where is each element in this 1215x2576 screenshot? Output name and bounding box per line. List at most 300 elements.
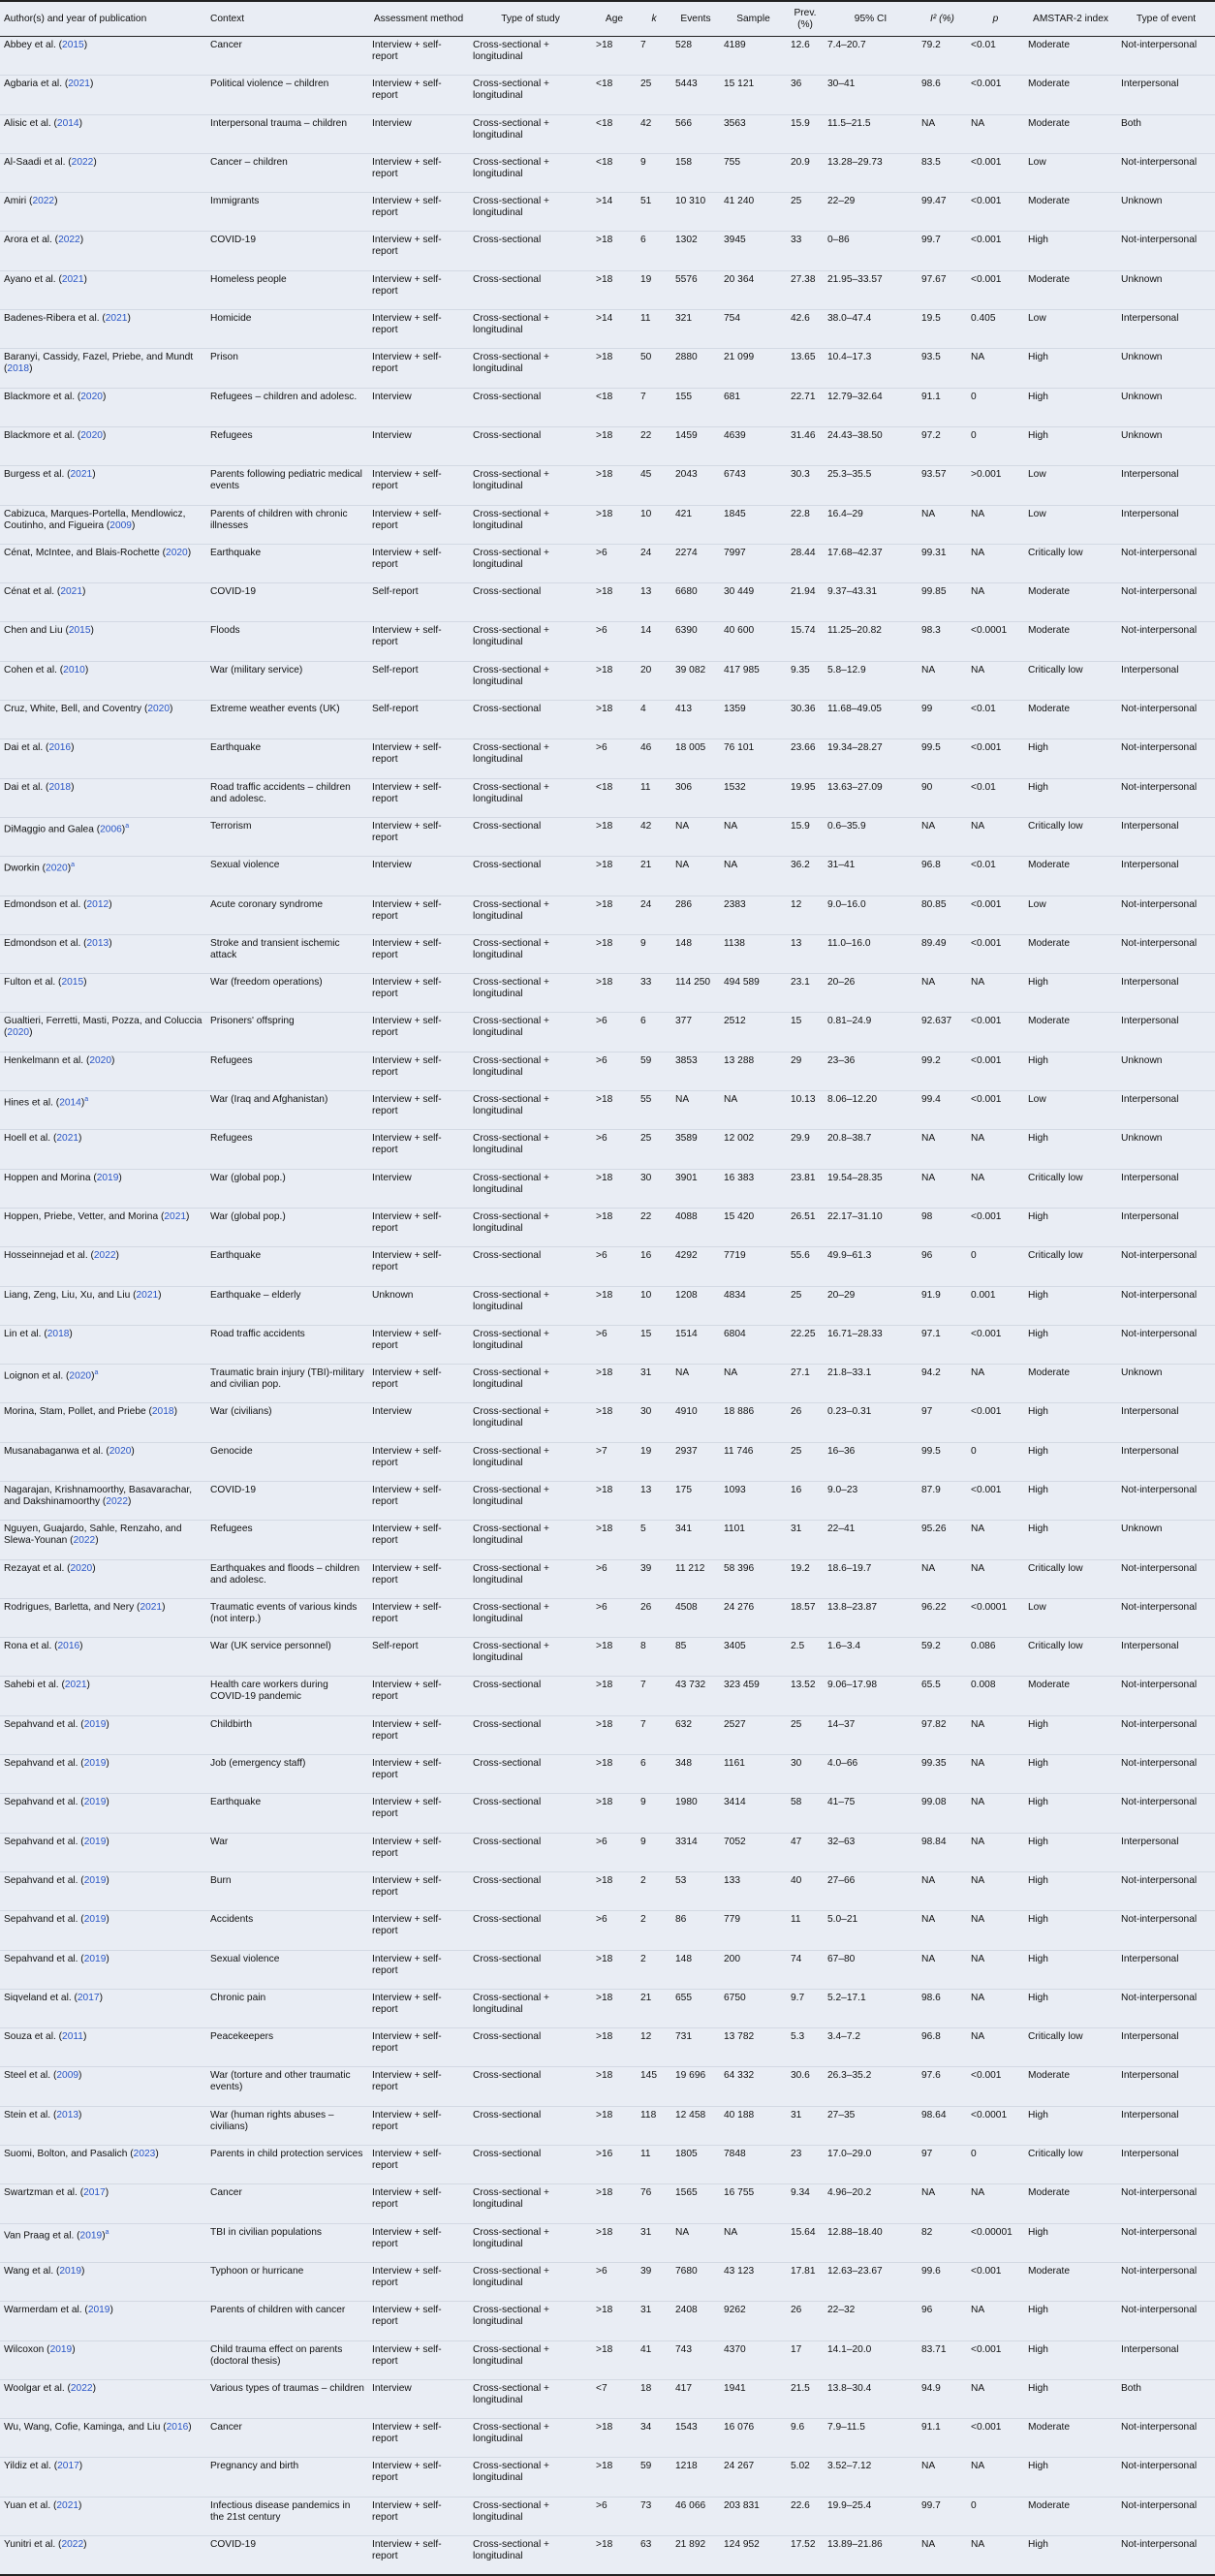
p-cell: NA	[971, 1992, 985, 2003]
citation-year-link[interactable]: 2021	[105, 313, 128, 325]
study-type-cell: Cross-sectional + longitudinal	[473, 2187, 549, 2211]
prev-cell: 13	[791, 937, 802, 949]
event-type-cell: Interpersonal	[1121, 2109, 1179, 2120]
context-cell: Sexual violence	[210, 860, 280, 871]
amstar-cell: High	[1028, 352, 1048, 363]
p-cell: NA	[971, 664, 985, 675]
sample-cell: 7719	[724, 1250, 746, 1262]
citation-year-link[interactable]: 2017	[57, 2461, 79, 2472]
author-text: Edmondson et al. (	[4, 898, 87, 910]
author-suffix: )	[79, 1641, 83, 1652]
citation-year-link[interactable]: 2018	[48, 781, 72, 793]
author-suffix: )	[86, 1680, 90, 1691]
i2-cell: 99	[921, 704, 933, 715]
citation-year-link[interactable]: 2022	[71, 156, 94, 168]
citation-year-link[interactable]: 2021	[61, 273, 84, 285]
k-cell: 20	[640, 664, 652, 675]
table-row	[0, 1208, 1215, 1246]
context-cell: Parents in child protection services	[210, 2149, 363, 2160]
study-type-cell: Cross-sectional + longitudinal	[473, 2382, 549, 2405]
author-cell	[0, 1521, 206, 1559]
citation-year-link[interactable]: 2020	[46, 863, 68, 874]
age-cell: <18	[596, 117, 613, 129]
citation-year-link[interactable]: 2022	[70, 2382, 93, 2394]
table-row	[0, 1052, 1215, 1090]
p-cell: <0.001	[971, 156, 1002, 168]
k-cell: 25	[640, 1133, 652, 1145]
citation-year-link[interactable]: 2019	[83, 1797, 107, 1808]
event-type-cell: Not-interpersonal	[1121, 2305, 1198, 2316]
study-type-cell: Cross-sectional + longitudinal	[473, 2265, 549, 2288]
event-type-cell: Interpersonal	[1121, 313, 1179, 325]
sample-cell: 7997	[724, 547, 746, 558]
sample-cell: 13 782	[724, 2031, 755, 2043]
age-cell: >6	[596, 2499, 608, 2511]
prev-cell: 9.35	[791, 664, 810, 675]
author-suffix: )	[109, 937, 112, 949]
citation-year-link[interactable]: 2013	[86, 937, 109, 949]
age-cell: >18	[596, 977, 613, 989]
p-cell: NA	[971, 820, 985, 832]
author-suffix: )	[69, 1328, 73, 1339]
events-cell: 4088	[675, 1210, 698, 1222]
amstar-cell: High	[1028, 2343, 1048, 2355]
k-cell: 12	[640, 2031, 652, 2043]
table-row	[0, 1130, 1215, 1169]
sample-cell: 24 267	[724, 2461, 755, 2472]
citation-year-link[interactable]: 2021	[56, 1133, 79, 1145]
amstar-cell: High	[1028, 977, 1048, 989]
author-text: Sepahvand et al. (	[4, 1836, 84, 1847]
events-cell: NA	[675, 860, 690, 871]
author-text: Hoppen, Priebe, Vetter, and Morina (	[4, 1210, 165, 1222]
author-suffix: )	[106, 1797, 109, 1808]
table-row	[0, 2184, 1215, 2223]
footnote-marker: a	[105, 2228, 109, 2236]
author-cell	[0, 466, 206, 505]
table-row	[0, 466, 1215, 505]
amstar-cell: High	[1028, 1953, 1048, 1964]
author-suffix: )	[109, 2305, 113, 2316]
author-cell	[0, 310, 206, 349]
citation-year-link[interactable]: 2019	[83, 1874, 107, 1886]
study-type-cell: Cross-sectional + longitudinal	[473, 937, 549, 960]
sample-cell: 4189	[724, 40, 746, 50]
events-cell: 743	[675, 2343, 692, 2355]
k-cell: 4	[640, 704, 646, 715]
amstar-cell: Low	[1028, 313, 1046, 325]
citation-year-link[interactable]: 2015	[61, 977, 84, 989]
citation-year-link[interactable]: 2023	[133, 2149, 156, 2160]
author-text: Cénat et al. (	[4, 586, 61, 598]
i2-cell: 93.57	[921, 469, 947, 481]
p-cell: <0.001	[971, 1094, 1002, 1106]
citation-year-link[interactable]: 2016	[48, 742, 72, 754]
table-row	[0, 2379, 1215, 2418]
event-type-cell: Not-interpersonal	[1121, 235, 1198, 246]
i2-cell: 99.5	[921, 1445, 941, 1457]
amstar-cell: High	[1028, 1836, 1048, 1847]
table-row	[0, 778, 1215, 817]
author-suffix: )	[89, 79, 94, 90]
citation-year-link[interactable]: 2019	[83, 1914, 107, 1926]
method-cell: Interview + self-report	[372, 273, 442, 297]
prev-cell: 10.13	[791, 1094, 816, 1106]
prev-cell: 23.1	[791, 977, 810, 989]
ci-cell: 41–75	[827, 1797, 856, 1808]
amstar-cell: Low	[1028, 469, 1046, 481]
author-cell	[0, 544, 206, 582]
citation-year-link[interactable]: 2017	[83, 2187, 106, 2199]
event-type-cell: Not-interpersonal	[1121, 937, 1198, 949]
citation-year-link[interactable]: 2015	[68, 625, 91, 637]
amstar-cell: Low	[1028, 898, 1046, 910]
citation-year-link[interactable]: 2021	[68, 79, 90, 90]
p-cell: <0.00001	[971, 2226, 1012, 2238]
study-type-cell: Cross-sectional	[473, 586, 542, 598]
citation-year-link[interactable]: 2016	[57, 1641, 80, 1652]
sample-cell: 3563	[724, 117, 746, 129]
author-cell	[0, 1989, 206, 2027]
age-cell: >18	[596, 508, 613, 519]
context-cell: Child trauma effect on parents (doctoral thesis)	[210, 2343, 343, 2367]
context-cell: Prisoners' offspring	[210, 1016, 295, 1027]
event-type-cell: Not-interpersonal	[1121, 2265, 1198, 2277]
author-cell	[0, 349, 206, 388]
author-cell	[0, 934, 206, 973]
prev-cell: 13.52	[791, 1680, 816, 1691]
ci-cell: 9.0–23	[827, 1484, 858, 1495]
ci-cell: 3.4–7.2	[827, 2031, 860, 2043]
k-cell: 9	[640, 156, 646, 168]
citation-year-link[interactable]: 2016	[166, 2422, 189, 2434]
p-cell: <0.001	[971, 273, 1002, 285]
sample-cell: 64 332	[724, 2070, 755, 2082]
citation-year-link[interactable]: 2017	[77, 1992, 100, 2003]
author-text: Sepahvand et al. (	[4, 1914, 84, 1926]
author-suffix: )	[78, 1133, 82, 1145]
table-row	[0, 114, 1215, 153]
age-cell: >6	[596, 1836, 608, 1847]
citation-year-link[interactable]: 2021	[164, 1210, 187, 1222]
citation-year-link[interactable]: 2010	[63, 664, 85, 675]
citation-year-link[interactable]: 2022	[73, 1535, 96, 1547]
citation-year-link[interactable]: 2020	[7, 1027, 30, 1039]
i2-cell: NA	[921, 1953, 936, 1964]
sample-cell: 13 288	[724, 1054, 755, 1066]
age-cell: >18	[596, 2539, 613, 2550]
age-cell: <18	[596, 391, 613, 402]
citation-year-link[interactable]: 2018	[7, 363, 30, 375]
method-cell: Interview	[372, 1406, 412, 1418]
citation-year-link[interactable]: 2020	[166, 547, 188, 558]
citation-year-link[interactable]: 2021	[60, 586, 82, 598]
citation-year-link[interactable]: 2011	[62, 2031, 83, 2043]
amstar-cell: Low	[1028, 1094, 1046, 1106]
citation-year-link[interactable]: 2019	[49, 2343, 73, 2355]
citation-year-link[interactable]: 2009	[56, 2070, 79, 2082]
citation-year-link[interactable]: 2020	[147, 704, 171, 715]
method-cell: Interview + self-report	[372, 2226, 442, 2249]
author-text: Nagarajan, Krishnamoorthy, Basavarachar, and Dakshinamoorthy (	[4, 1484, 193, 1507]
k-cell: 10	[640, 1289, 652, 1301]
age-cell: >6	[596, 1250, 608, 1262]
method-cell: Interview + self-report	[372, 898, 442, 922]
prev-cell: 2.5	[791, 1641, 805, 1652]
citation-year-link[interactable]: 2006	[100, 824, 122, 835]
author-suffix: )	[92, 1562, 96, 1574]
author-text: Arora et al. (	[4, 235, 59, 246]
age-cell: >18	[596, 352, 613, 363]
events-cell: 3853	[675, 1054, 698, 1066]
p-cell: NA	[971, 1758, 985, 1770]
p-cell: 0	[971, 2149, 977, 2160]
k-cell: 9	[640, 1797, 646, 1808]
k-cell: 13	[640, 1484, 652, 1495]
table-row	[0, 2106, 1215, 2145]
k-cell: 19	[640, 273, 652, 285]
author-suffix: )	[78, 2070, 82, 2082]
method-cell: Self-report	[372, 704, 419, 715]
citation-year-link[interactable]: 2020	[89, 1054, 112, 1066]
method-cell: Interview + self-report	[372, 937, 442, 960]
study-type-cell: Cross-sectional + longitudinal	[473, 781, 549, 804]
study-type-cell: Cross-sectional + longitudinal	[473, 1289, 549, 1312]
author-suffix: )	[83, 40, 88, 50]
i2-cell: 97	[921, 2149, 933, 2160]
i2-cell: 79.2	[921, 40, 941, 50]
citation-year-link[interactable]: 2020	[109, 1445, 132, 1457]
table-row	[0, 1013, 1215, 1052]
p-cell: <0.001	[971, 2343, 1002, 2355]
citation-year-link[interactable]: 2021	[140, 1601, 163, 1613]
method-cell: Interview + self-report	[372, 196, 442, 219]
sample-cell: 12 002	[724, 1133, 755, 1145]
amstar-cell: Moderate	[1028, 196, 1071, 207]
citation-year-link[interactable]: 2015	[62, 40, 84, 50]
age-cell: >18	[596, 2070, 613, 2082]
k-cell: 11	[640, 781, 651, 793]
amstar-cell: Moderate	[1028, 937, 1071, 949]
citation-year-link[interactable]: 2020	[80, 391, 103, 402]
ci-cell: 9.06–17.98	[827, 1680, 877, 1691]
method-cell: Interview	[372, 1172, 412, 1183]
author-suffix: )	[186, 1210, 190, 1222]
citation-year-link[interactable]: 2020	[80, 429, 103, 441]
author-cell	[0, 426, 206, 465]
citation-year-link[interactable]: 2018	[151, 1406, 174, 1418]
i2-cell: 80.85	[921, 898, 947, 910]
prev-cell: 23	[791, 2149, 802, 2160]
author-text: Warmerdam et al. (	[4, 2305, 88, 2316]
events-cell: 377	[675, 1016, 692, 1027]
author-cell	[0, 2340, 206, 2379]
prev-cell: 15.64	[791, 2226, 816, 2238]
event-type-cell: Interpersonal	[1121, 1641, 1179, 1652]
amstar-cell: High	[1028, 235, 1048, 246]
ci-cell: 22–41	[827, 1524, 856, 1535]
i2-cell: 99.6	[921, 2265, 941, 2277]
author-text: Fulton et al. (	[4, 977, 62, 989]
event-type-cell: Not-interpersonal	[1121, 547, 1198, 558]
author-text: Sepahvand et al. (	[4, 1718, 84, 1730]
author-text: Yunitri et al. (	[4, 2539, 62, 2550]
k-cell: 18	[640, 2382, 652, 2394]
study-type-cell: Cross-sectional + longitudinal	[473, 664, 549, 687]
author-cell	[0, 1638, 206, 1677]
citation-year-link[interactable]: 2019	[87, 2305, 110, 2316]
author-cell	[0, 1911, 206, 1950]
author-suffix: )	[131, 1445, 135, 1457]
event-type-cell: Not-interpersonal	[1121, 2422, 1198, 2434]
method-cell: Interview	[372, 391, 412, 402]
events-cell: 148	[675, 1953, 692, 1964]
author-text: Cruz, White, Bell, and Coventry (	[4, 704, 148, 715]
author-text: Sahebi et al. (	[4, 1680, 65, 1691]
table-row	[0, 1286, 1215, 1325]
author-text: Hoell et al. (	[4, 1133, 57, 1145]
amstar-cell: High	[1028, 2226, 1048, 2238]
sample-cell: 2512	[724, 1016, 746, 1027]
method-cell: Interview + self-report	[372, 235, 442, 258]
ci-cell: 8.06–12.20	[827, 1094, 877, 1106]
author-cell	[0, 2379, 206, 2418]
ci-cell: 7.4–20.7	[827, 40, 866, 50]
author-text: Lin et al. (	[4, 1328, 47, 1339]
i2-cell: NA	[921, 1133, 936, 1145]
citation-year-link[interactable]: 2013	[56, 2109, 79, 2120]
citation-year-link[interactable]: 2019	[96, 1172, 119, 1183]
sample-cell: 1093	[724, 1484, 746, 1495]
study-type-cell: Cross-sectional + longitudinal	[473, 1172, 549, 1195]
citation-year-link[interactable]: 2022	[106, 1495, 128, 1507]
table-row	[0, 310, 1215, 349]
citation-year-link[interactable]: 2019	[83, 1758, 107, 1770]
author-cell	[0, 2458, 206, 2497]
events-cell: 1543	[675, 2422, 698, 2434]
event-type-cell: Interpersonal	[1121, 2149, 1179, 2160]
study-type-cell: Cross-sectional + longitudinal	[473, 1016, 549, 1039]
citation-year-link[interactable]: 2019	[83, 1953, 107, 1964]
prev-cell: 16	[791, 1484, 802, 1495]
k-cell: 8	[640, 1641, 646, 1652]
method-cell: Interview + self-report	[372, 781, 442, 804]
age-cell: >18	[596, 1641, 613, 1652]
method-cell: Interview + self-report	[372, 1367, 442, 1391]
events-cell: 2408	[675, 2305, 698, 2316]
citation-year-link[interactable]: 2009	[109, 519, 132, 531]
ci-cell: 12.88–18.40	[827, 2226, 883, 2238]
prev-cell: 17.81	[791, 2265, 816, 2277]
citation-year-link[interactable]: 2022	[32, 196, 55, 207]
citation-year-link[interactable]: 2014	[56, 117, 79, 129]
sample-cell: 15 420	[724, 1210, 755, 1222]
event-type-cell: Interpersonal	[1121, 820, 1179, 832]
col-event-type: Type of event	[1136, 14, 1197, 24]
events-cell: 1459	[675, 429, 698, 441]
citation-year-link[interactable]: 2012	[86, 898, 109, 910]
author-suffix: )	[102, 391, 107, 402]
citation-year-link[interactable]: 2022	[58, 235, 80, 246]
events-cell: 114 250	[675, 977, 711, 989]
author-text: Suomi, Bolton, and Pasalich (	[4, 2149, 134, 2160]
amstar-cell: High	[1028, 1797, 1048, 1808]
citation-year-link[interactable]: 2020	[70, 1562, 93, 1574]
sample-cell: NA	[724, 2226, 738, 2238]
table-row	[0, 1325, 1215, 1364]
author-text: Hines et al. (	[4, 1097, 60, 1109]
citation-year-link[interactable]: 2019	[83, 1718, 107, 1730]
study-type-cell: Cross-sectional + longitudinal	[473, 2539, 549, 2561]
study-type-cell: Cross-sectional + longitudinal	[473, 2343, 549, 2367]
citation-year-link[interactable]: 2019	[83, 1836, 107, 1847]
method-cell: Interview + self-report	[372, 1874, 442, 1898]
prev-cell: 12	[791, 898, 802, 910]
citation-year-link[interactable]: 2021	[136, 1289, 159, 1301]
amstar-cell: Moderate	[1028, 2187, 1071, 2199]
p-cell: <0.0001	[971, 625, 1008, 637]
age-cell: <18	[596, 79, 613, 90]
method-cell: Interview + self-report	[372, 1484, 442, 1507]
citation-year-link[interactable]: 2019	[79, 2230, 103, 2242]
k-cell: 42	[640, 117, 652, 129]
table-row	[0, 1989, 1215, 2027]
sample-cell: NA	[724, 860, 738, 871]
sample-cell: 1532	[724, 781, 746, 793]
context-cell: Infectious disease pandemics in the 21st century	[210, 2499, 351, 2523]
citation-year-link[interactable]: 2022	[93, 1250, 116, 1262]
method-cell: Interview + self-report	[372, 2149, 442, 2172]
citation-year-link[interactable]: 2022	[61, 2539, 84, 2550]
p-cell: NA	[971, 2461, 985, 2472]
context-cell: War (global pop.)	[210, 1172, 286, 1183]
context-cell: TBI in civilian populations	[210, 2226, 322, 2238]
amstar-cell: High	[1028, 2109, 1048, 2120]
context-cell: Refugees	[210, 429, 253, 441]
author-cell	[0, 2497, 206, 2535]
citation-year-link[interactable]: 2014	[59, 1097, 81, 1109]
context-cell: Parents of children with chronic illnesses	[210, 508, 348, 531]
citation-year-link[interactable]: 2021	[64, 1680, 87, 1691]
events-cell: 46 066	[675, 2499, 706, 2511]
i2-cell: 93.5	[921, 352, 941, 363]
p-cell: 0.008	[971, 1680, 996, 1691]
citation-year-link[interactable]: 2021	[70, 469, 93, 481]
p-cell: <0.01	[971, 781, 996, 793]
col-p: p	[992, 14, 999, 24]
col-ci: 95% CI	[854, 14, 888, 24]
context-cell: Terrorism	[210, 820, 252, 832]
amstar-cell: Moderate	[1028, 2499, 1071, 2511]
citation-year-link[interactable]: 2019	[59, 2265, 82, 2277]
table-row	[0, 2302, 1215, 2340]
author-suffix: )	[84, 664, 89, 675]
author-suffix: )	[81, 2265, 85, 2277]
events-cell: 417	[675, 2382, 692, 2394]
age-cell: >18	[596, 2109, 613, 2120]
ci-cell: 20.8–38.7	[827, 1133, 872, 1145]
age-cell: >18	[596, 2226, 613, 2238]
citation-year-link[interactable]: 2018	[47, 1328, 70, 1339]
events-cell: 1980	[675, 1797, 698, 1808]
citation-year-link[interactable]: 2021	[56, 2499, 79, 2511]
author-suffix: )	[170, 704, 173, 715]
amstar-cell: Moderate	[1028, 704, 1071, 715]
author-suffix: )	[106, 1874, 109, 1886]
amstar-cell: High	[1028, 781, 1048, 793]
author-suffix: )	[121, 824, 126, 835]
citation-year-link[interactable]: 2020	[69, 1370, 92, 1382]
